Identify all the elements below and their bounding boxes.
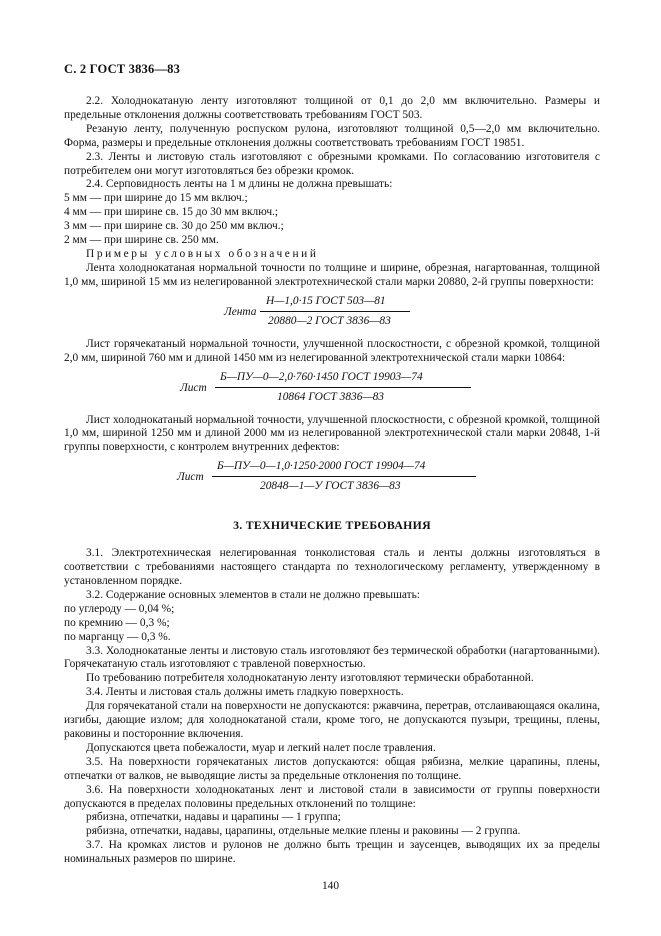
surface-group-2: рябизна, отпечатки, надавы, царапины, отдельные мелкие плены и раковины — 2 группа. (86, 825, 521, 838)
camber-item: 3 мм — при ширине св. 30 до 250 мм включ.; (64, 220, 284, 233)
paragraph-2-4: 2.4. Серповидность ленты на 1 м длины не должна превышать: (86, 178, 393, 191)
paragraph-3-4-allowed: Допускаются цвета побежалости, муар и легкий налет после травления. (86, 741, 436, 754)
paragraph-2-2-cut-strip: Резаную ленту, полученную роспуском рулона, изготовляют толщиной 0,5—2,0 мм включительно. Форма, размеры и предельные отклонения должны соответствовать требованиям ГОСТ 19851. (64, 122, 600, 149)
section-3-title: 3. ТЕХНИЧЕСКИЕ ТРЕБОВАНИЯ (233, 518, 431, 533)
designation-numerator: Б—ПУ—0—2,0·760·1450 ГОСТ 19903—74 (220, 370, 423, 383)
paragraph-3-3: 3.3. Холоднокатаные ленты и листовую сталь изготовляют без термической обработки (нагартованными). Горячекатаную сталь изготовляют с травленой поверхностью. (64, 644, 600, 671)
paragraph-3-1: 3.1. Электротехническая нелегированная тонколистовая сталь и ленты должны изготовляться в соответствии с требованиями настоящего стандарта по технологическому регламенту, утвержденному в установленном порядке. (64, 547, 600, 588)
camber-item: 4 мм — при ширине св. 15 до 30 мм включ.; (64, 206, 279, 219)
designation-denominator: 20880—2 ГОСТ 3836—83 (268, 314, 391, 327)
camber-item: 5 мм — при ширине до 15 мм включ.; (64, 192, 248, 205)
example-3-text: Лист холоднокатаный нормальной точности, улучшенной плоскостности, с обрезной кромкой, толщиной 1,0 мм, шириной 1250 мм и длиной 2000 мм из нелегированной электротехнической стали марки 20848, 1-й группы поверхности, с контролем внутренних дефектов: (64, 413, 600, 454)
fraction-line (212, 476, 476, 477)
designation-label: Лист (180, 381, 207, 394)
composition-item: по марганцу — 0,3 %. (64, 630, 171, 643)
document-page (64, 62, 600, 867)
designation-example-3 (64, 460, 600, 496)
example-2-text: Лист горячекатаный нормальной точности, улучшенной плоскостности, с обрезной кромкой, толщиной 2,0 мм, шириной 760 мм и длиной 1450 мм из нелегированной электротехнической стали марки 10864: (64, 337, 600, 364)
paragraph-3-6: 3.6. На поверхности холоднокатаных лент и листовой стали в зависимости от группы поверхности допускаются в пределах половины предельных отклонений по толщине: (64, 783, 600, 810)
composition-item: по кремнию — 0,3 %; (64, 616, 170, 629)
page-header: С. 2 ГОСТ 3836—83 (64, 62, 181, 76)
paragraph-3-4-defects: Для горячекатаной стали на поверхности не допускаются: ржавчина, перетрав, отслаивающаяся окалина, изгибы, дающие излом; для холоднокатаной стали, кроме того, не допускаются пузыри, трещины, плены, раковины и посторонние включения. (64, 700, 600, 740)
example-1-text: Лента холоднокатаная нормальной точности по толщине и ширине, обрезная, нагартованная, толщиной 1,0 мм, шириной 15 мм из нелегированной электротехнической стали марки 20880, 2-й группы поверхности: (64, 261, 600, 288)
designation-label: Лента (224, 305, 257, 318)
designation-numerator: Н—1,0·15 ГОСТ 503—81 (266, 294, 386, 307)
designation-example-2 (64, 371, 600, 407)
paragraph-3-5: 3.5. На поверхности горячекатаных листов допускаются: общая рябизна, мелкие царапины, плены, отпечатки от валков, не выводящие листы за предельные отклонения по толщине. (64, 755, 600, 782)
fraction-line (215, 387, 471, 388)
paragraph-3-4: 3.4. Ленты и листовая сталь должны иметь гладкую поверхность. (86, 686, 404, 699)
page-number: 140 (321, 880, 340, 892)
paragraph-2-2: 2.2. Холоднокатаную ленту изготовляют толщиной от 0,1 до 2,0 мм включительно. Размеры и предельные отклонения должны соответствовать требованиям ГОСТ 503. (64, 95, 600, 121)
camber-item: 2 мм — при ширине св. 250 мм. (64, 234, 219, 247)
fraction-line (260, 311, 410, 312)
designation-denominator: 20848—1—У ГОСТ 3836—83 (260, 480, 401, 493)
designation-denominator: 10864 ГОСТ 3836—83 (277, 390, 384, 403)
paragraph-2-3: 2.3. Ленты и листовую сталь изготовляют с обрезными кромками. По согласованию изготовителя с потребителем они могут изготовляться без обрезки кромок. (64, 150, 600, 177)
paragraph-3-7: 3.7. На кромках листов и рулонов не должно быть трещин и заусенцев, выводящих их за пределы номинальных размеров по ширине. (64, 839, 600, 866)
paragraph-3-3-heat-treated: По требованию потребителя холоднокатаную ленту изготовляют термически обработанной. (86, 672, 534, 685)
designation-label: Лист (177, 471, 204, 484)
designation-example-1 (64, 295, 600, 331)
paragraph-3-2: 3.2. Содержание основных элементов в стали не должно превышать: (86, 588, 420, 601)
designation-numerator: Б—ПУ—0—1,0·1250·2000 ГОСТ 19904—74 (217, 460, 426, 473)
examples-heading: Примеры условных обозначений (86, 247, 319, 260)
composition-item: по углероду — 0,04 %; (64, 602, 175, 615)
surface-group-1: рябизна, отпечатки, надавы и царапины — 1 группа; (86, 811, 341, 824)
